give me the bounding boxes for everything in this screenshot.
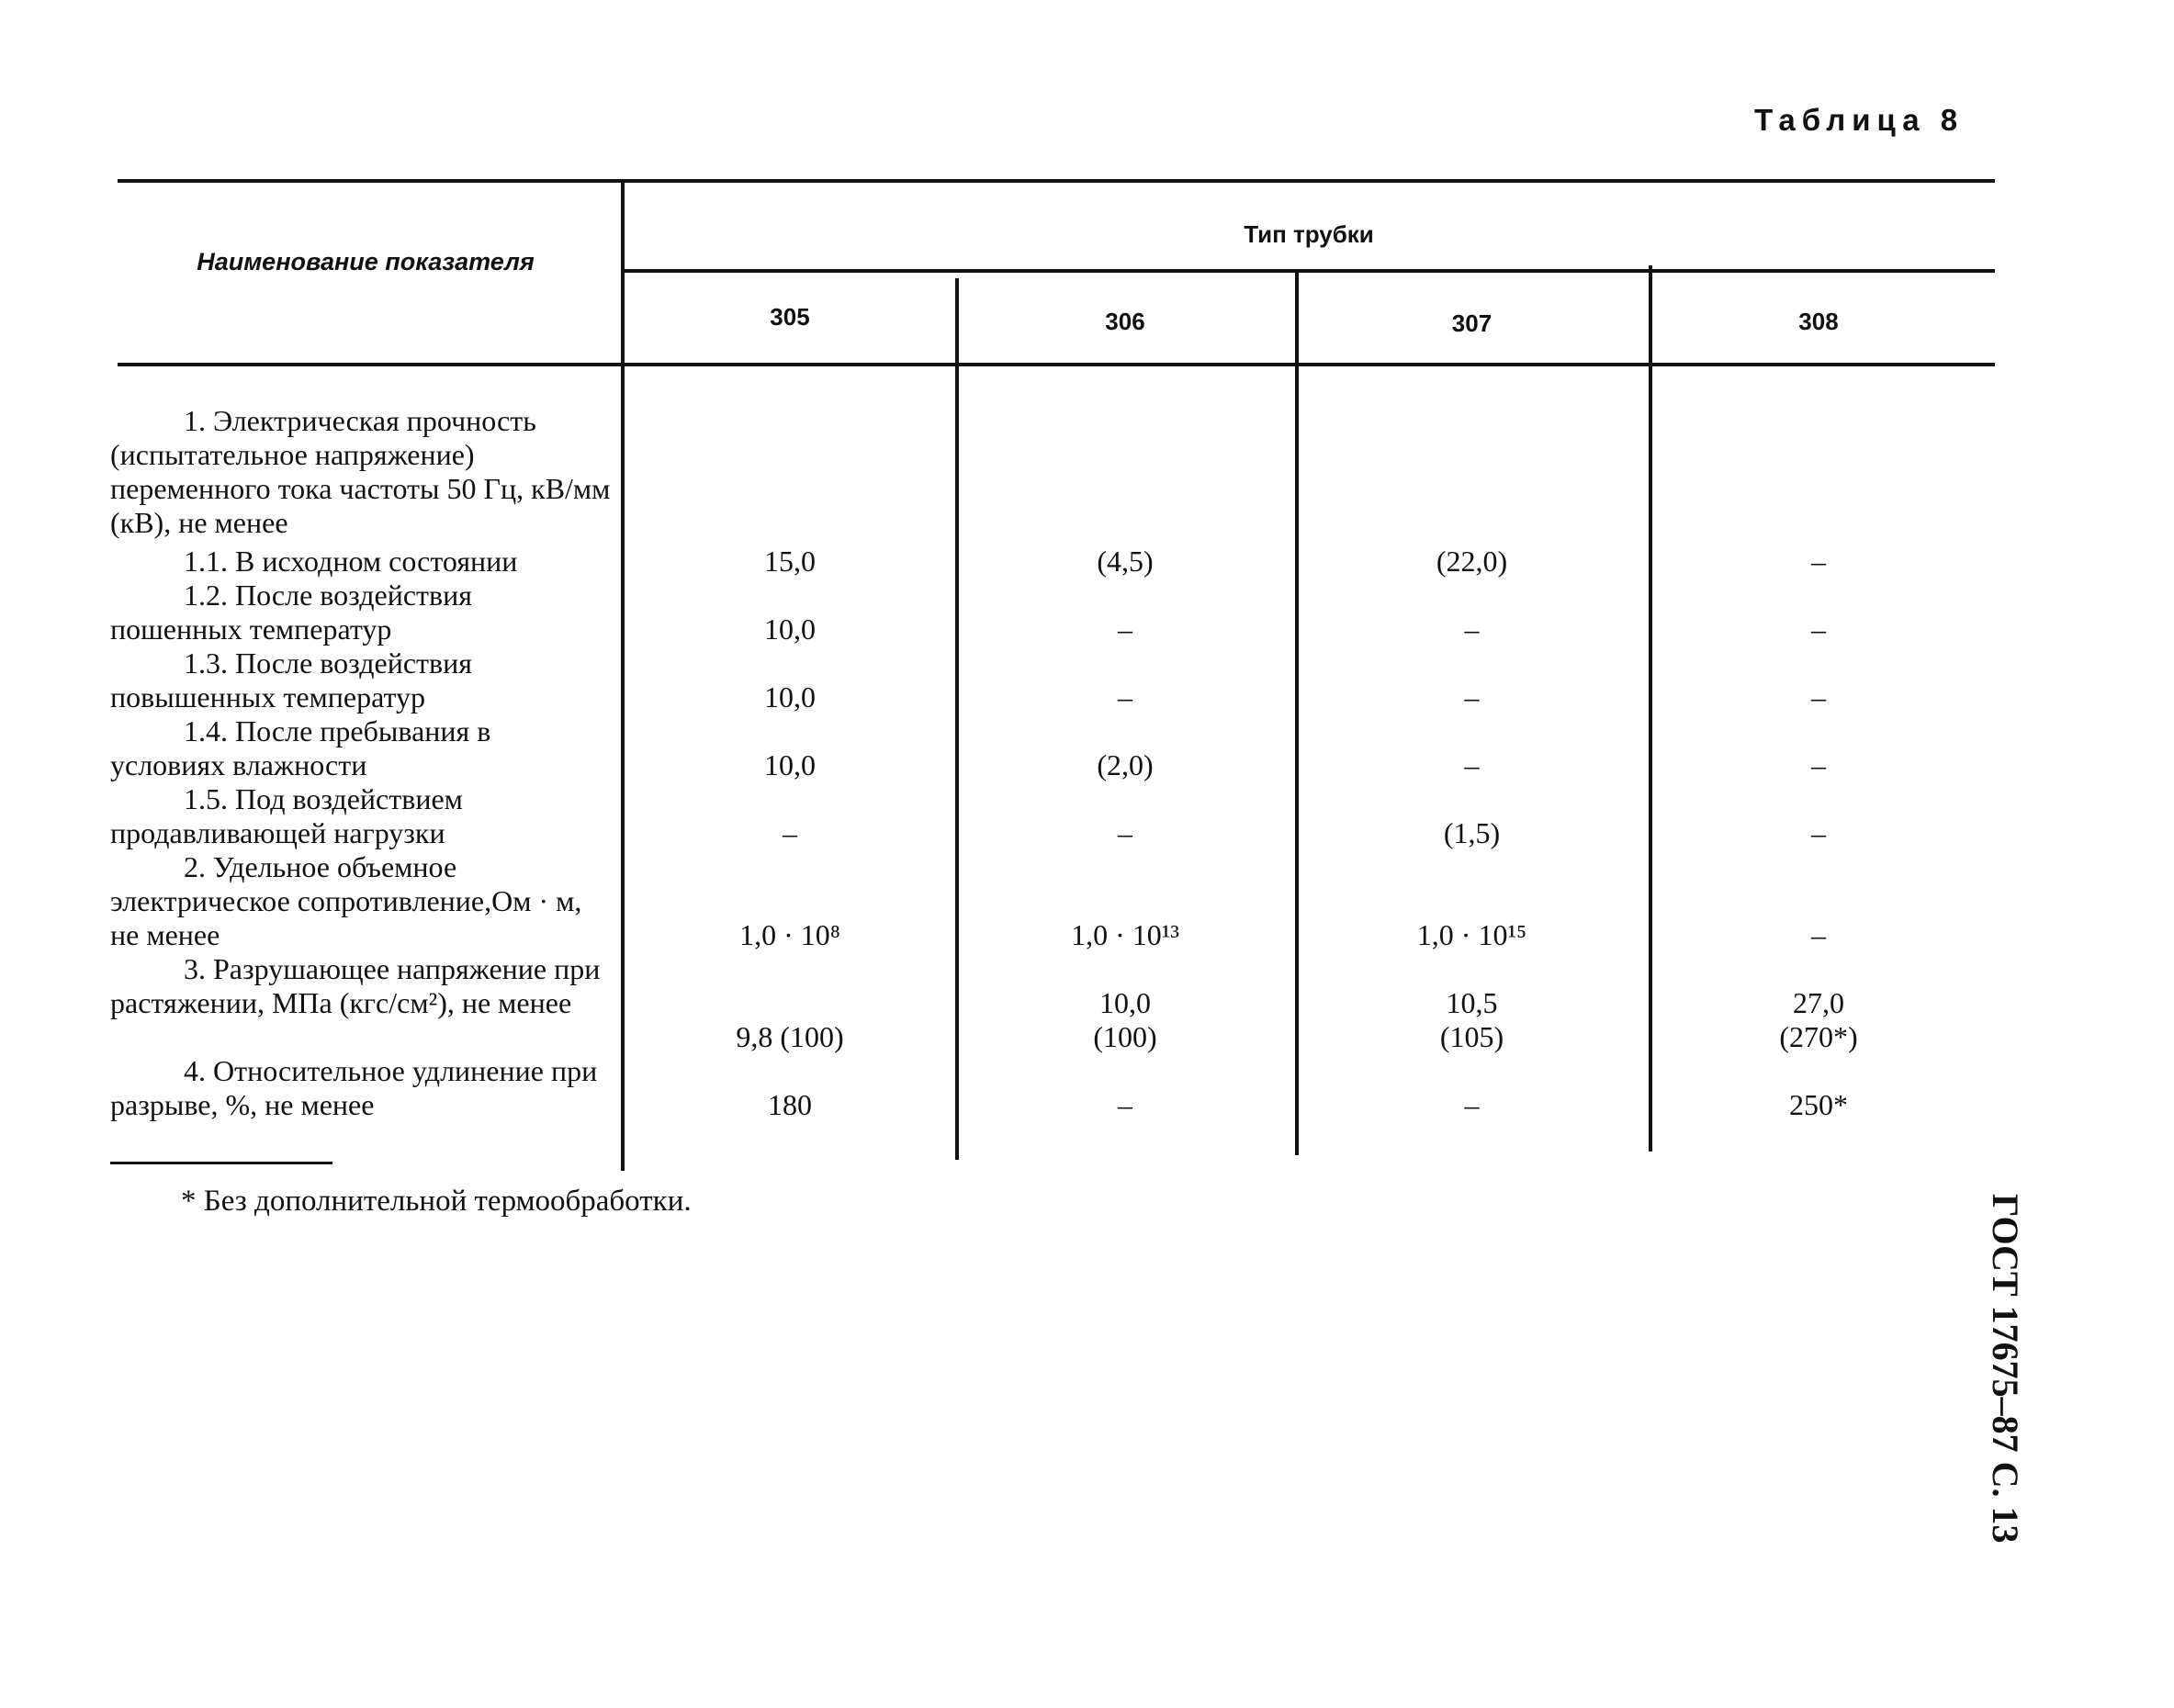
table-cell: –	[1811, 680, 1826, 714]
table-cell: –	[1811, 545, 1826, 578]
header-name-column: Наименование показателя	[197, 248, 535, 275]
table-cell: 9,8 (100)	[736, 1020, 844, 1053]
row-label-3: 3. Разрушающее напряжение при растяжении, МПа (кгс/см²), не менее	[110, 952, 601, 1019]
table-cell: 10,5 (105)	[1439, 986, 1504, 1053]
table-cell: 1,0 · 10⁸	[739, 918, 840, 951]
row-label-1-4: 1.4. После пребывания в условиях влажности	[110, 714, 491, 781]
table-cell: 27,0 (270*)	[1779, 986, 1858, 1053]
table-caption: Таблица 8	[1754, 103, 1965, 137]
table-cell: (22,0)	[1436, 545, 1508, 578]
table-cell: 250*	[1789, 1088, 1848, 1121]
table-cell: 15,0	[764, 545, 816, 578]
row-label-1-1: 1.1. В исходном состоянии	[184, 545, 518, 578]
footnote-rule	[110, 1162, 332, 1164]
table-cell: –	[783, 816, 797, 849]
row-label-2: 2. Удельное объемное электрическое сопротивление,Ом · м, не менее	[110, 850, 582, 951]
table-cell: –	[1811, 748, 1826, 781]
row-label-1-3: 1.3. После воздействия повышенных температур	[110, 646, 472, 714]
table-cell: –	[1118, 1088, 1132, 1121]
table-cell: 1,0 · 10¹³	[1071, 918, 1179, 951]
footnote: * Без дополнительной термообработки.	[181, 1185, 692, 1218]
table-cell: 10,0	[764, 748, 816, 781]
table-cell: –	[1811, 918, 1826, 951]
row-label-1: 1. Электрическая прочность (испытательное напряжение) переменного тока частоты 50 Гц, кВ/мм (кВ), не менее	[110, 404, 611, 539]
table-cell: –	[1811, 612, 1826, 646]
table-cell: –	[1118, 680, 1132, 714]
table-cell: –	[1464, 612, 1480, 646]
table-cell: –	[1464, 748, 1480, 781]
table-cell: –	[1118, 612, 1132, 646]
row-label-4: 4. Относительное удлинение при разрыве, %, не менее	[110, 1054, 598, 1121]
document-side-label: ГОСТ 17675–87 С. 13	[1985, 1194, 2026, 1544]
header-type-308: 308	[1798, 308, 1839, 335]
header-type-307: 307	[1451, 309, 1493, 337]
header-type-305: 305	[770, 303, 810, 331]
table-cell: 180	[768, 1088, 812, 1121]
header-group-rule	[625, 269, 1995, 273]
table-cell: 10,0 (100)	[1093, 986, 1157, 1053]
table-cell: –	[1118, 816, 1132, 849]
table-cell: –	[1811, 816, 1826, 849]
table-cell: 1,0 · 10¹⁵	[1416, 918, 1527, 951]
table-cell: –	[1464, 1088, 1480, 1121]
header-type-group: Тип трубки	[1244, 220, 1374, 248]
header-type-306: 306	[1105, 308, 1145, 335]
table-cell: (4,5)	[1097, 545, 1154, 578]
header-bottom-rule	[118, 363, 1995, 366]
table-cell: (2,0)	[1097, 748, 1154, 781]
table-cell: 10,0	[764, 612, 816, 646]
table-cell: (1,5)	[1443, 816, 1501, 849]
table-cell: 10,0	[764, 680, 816, 714]
row-label-1-2: 1.2. После воздействия пошенных температур	[110, 579, 472, 646]
table-cell: –	[1464, 680, 1480, 714]
row-label-1-5: 1.5. Под воздействием продавливающей нагрузки	[110, 782, 463, 849]
table-top-rule	[118, 179, 1995, 183]
